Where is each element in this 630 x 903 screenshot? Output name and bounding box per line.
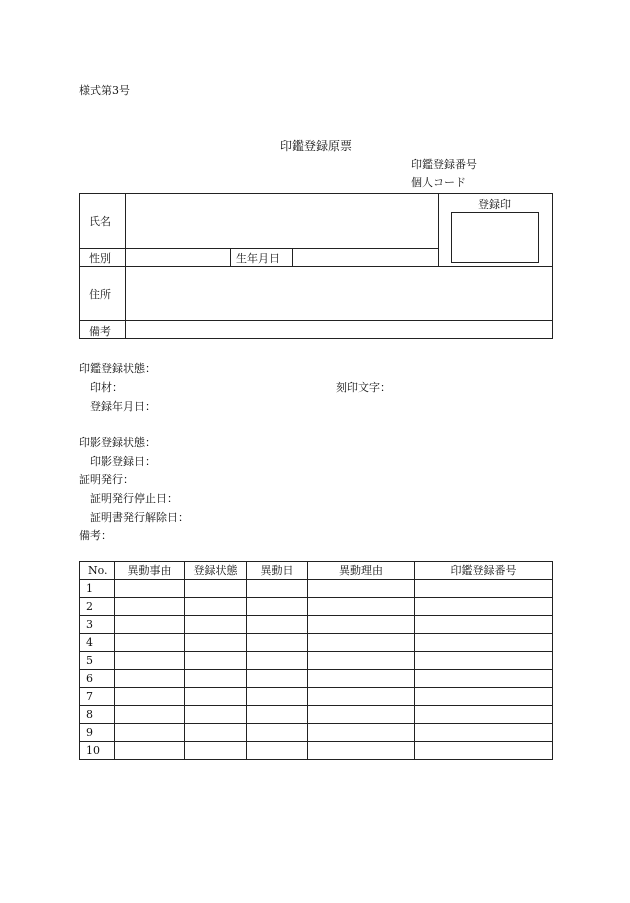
table-row — [80, 598, 553, 616]
personal-code-label: 個人コード — [411, 176, 466, 189]
release-date-label: 証明書発行解除日： — [90, 511, 189, 524]
suspend-date-label: 証明発行停止日： — [90, 492, 178, 505]
seal-label: 登録印 — [478, 198, 511, 211]
history-table — [79, 561, 553, 760]
row-number: 7 — [80, 688, 115, 706]
form-number: 様式第3号 — [79, 84, 130, 97]
name-label: 氏名 — [89, 215, 111, 228]
table-row — [80, 634, 553, 652]
engraving-label: 刻印文字： — [336, 381, 391, 394]
page-title: 印鑑登録原票 — [280, 139, 353, 153]
row-number: 6 — [80, 670, 115, 688]
header-registration-status: 登録状態 — [185, 562, 247, 580]
header-change-date: 異動日 — [247, 562, 308, 580]
seal-column-divider — [438, 193, 439, 266]
seal-impression-box — [451, 212, 539, 263]
header-seal-number: 印鑑登録番号 — [415, 562, 553, 580]
birthdate-label: 生年月日 — [236, 252, 280, 265]
impression-date-label: 印影登録日： — [90, 455, 156, 468]
impression-status-heading: 印影登録状態： — [79, 436, 156, 449]
address-label: 住所 — [89, 288, 111, 301]
row-number: 9 — [80, 724, 115, 742]
row-number: 2 — [80, 598, 115, 616]
table-row — [80, 688, 553, 706]
sex-label: 性別 — [89, 252, 111, 265]
table-row — [80, 742, 553, 760]
header-change-cause: 異動理由 — [308, 562, 415, 580]
sex-birth-divider — [230, 248, 231, 266]
row-number: 1 — [80, 580, 115, 598]
material-label: 印材： — [90, 381, 123, 394]
header-no: No. — [80, 562, 115, 580]
table-row — [80, 652, 553, 670]
header-change-reason: 異動事由 — [115, 562, 185, 580]
table-row — [80, 706, 553, 724]
name-row-bottom — [79, 248, 438, 249]
row-number: 4 — [80, 634, 115, 652]
address-row-bottom — [79, 320, 553, 321]
row-number: 10 — [80, 742, 115, 760]
table-row — [80, 670, 553, 688]
remarks-heading: 備考： — [79, 529, 112, 542]
registration-number-label: 印鑑登録番号 — [411, 158, 477, 171]
table-row — [80, 724, 553, 742]
registration-date-label: 登録年月日： — [90, 400, 156, 413]
table-row — [80, 616, 553, 634]
birth-value-divider — [292, 248, 293, 266]
row-number: 5 — [80, 652, 115, 670]
sex-row-bottom — [79, 266, 553, 267]
table-row — [80, 580, 553, 598]
remarks-label: 備考 — [89, 325, 111, 338]
certificate-heading: 証明発行： — [79, 473, 134, 486]
registration-status-heading: 印鑑登録状態： — [79, 362, 156, 375]
history-header-row — [80, 562, 553, 580]
row-number: 8 — [80, 706, 115, 724]
row-number: 3 — [80, 616, 115, 634]
